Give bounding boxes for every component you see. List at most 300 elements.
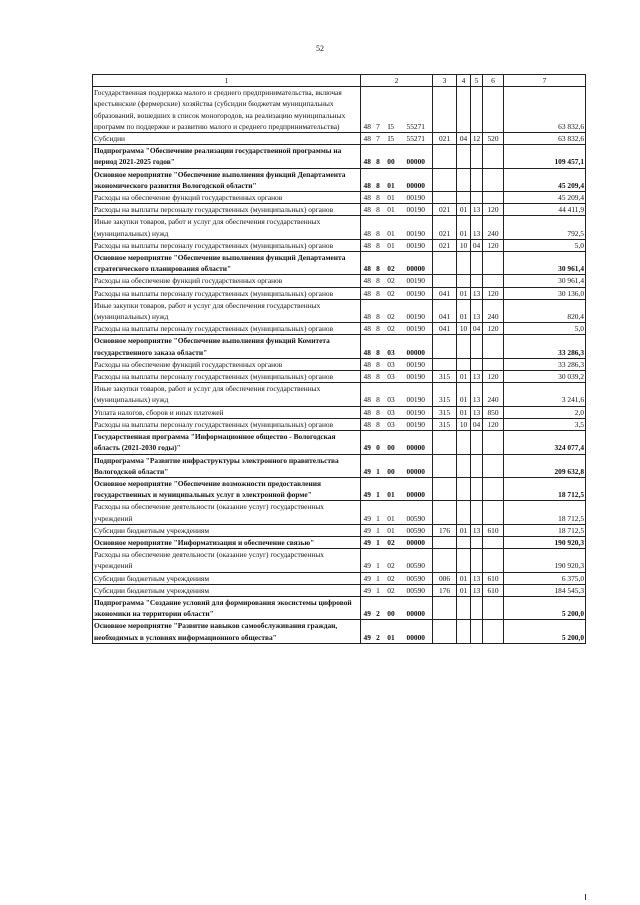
- subprogram-code-cell: 8: [374, 192, 383, 204]
- header-cell: 1: [93, 75, 361, 87]
- section-code-cell: [457, 536, 471, 548]
- row-name-cell: Уплата налогов, сборов и иных платежей: [93, 406, 361, 418]
- direction-code-cell: 00000: [400, 168, 433, 191]
- department-code-cell: [433, 252, 457, 275]
- row-name-cell: Расходы на выплаты персоналу государственных (муниципальных) органов: [93, 204, 361, 216]
- program-code-cell: 48: [361, 239, 374, 251]
- row-name-cell: Расходы на обеспечение функций государственных органов: [93, 275, 361, 287]
- section-code-cell: [457, 145, 471, 168]
- expense-type-cell: 520: [483, 133, 504, 145]
- event-code-cell: 02: [383, 252, 400, 275]
- program-code-cell: 48: [361, 87, 374, 133]
- table-row: [93, 239, 586, 251]
- subsection-code-cell: [471, 358, 483, 370]
- department-code-cell: 021: [433, 216, 457, 239]
- program-code-cell: 49: [361, 572, 374, 584]
- department-code-cell: 176: [433, 584, 457, 596]
- section-code-cell: [457, 192, 471, 204]
- subsection-code-cell: [471, 252, 483, 275]
- subsection-code-cell: [471, 501, 483, 524]
- subsection-code-cell: 13: [471, 299, 483, 322]
- amount-cell: 63 832,6: [504, 133, 586, 145]
- program-code-cell: 49: [361, 620, 374, 643]
- row-name-cell: Подпрограмма "Создание условий для формирования экосистемы цифровой экономики на территории области": [93, 596, 361, 619]
- subprogram-code-cell: 1: [374, 477, 383, 500]
- table-row: [93, 204, 586, 216]
- expense-type-cell: 240: [483, 383, 504, 406]
- event-code-cell: 01: [383, 239, 400, 251]
- department-code-cell: 315: [433, 371, 457, 383]
- subprogram-code-cell: 8: [374, 299, 383, 322]
- event-code-cell: 02: [383, 275, 400, 287]
- subsection-code-cell: 13: [471, 287, 483, 299]
- subsection-code-cell: 04: [471, 418, 483, 430]
- amount-cell: 820,4: [504, 299, 586, 322]
- subsection-code-cell: 13: [471, 572, 483, 584]
- subsection-code-cell: [471, 431, 483, 454]
- section-code-cell: 01: [457, 216, 471, 239]
- row-name-cell: Основное мероприятие "Развитие навыков самообслуживания граждан, необходимых в условиях информационного общества": [93, 620, 361, 643]
- expense-type-cell: 610: [483, 572, 504, 584]
- event-code-cell: 01: [383, 620, 400, 643]
- program-code-cell: 48: [361, 216, 374, 239]
- program-code-cell: 48: [361, 252, 374, 275]
- department-code-cell: [433, 192, 457, 204]
- table-row: [93, 275, 586, 287]
- subprogram-code-cell: 1: [374, 524, 383, 536]
- department-code-cell: [433, 620, 457, 643]
- subprogram-code-cell: 8: [374, 239, 383, 251]
- event-code-cell: 03: [383, 383, 400, 406]
- direction-code-cell: 00000: [400, 596, 433, 619]
- table-row: [93, 335, 586, 358]
- amount-cell: 30 961,4: [504, 252, 586, 275]
- department-code-cell: [433, 275, 457, 287]
- amount-cell: 18 712,5: [504, 477, 586, 500]
- table-row: [93, 168, 586, 191]
- amount-cell: 5,0: [504, 239, 586, 251]
- table-row: [93, 549, 586, 572]
- amount-cell: 209 632,8: [504, 454, 586, 477]
- expense-type-cell: [483, 431, 504, 454]
- table-row: [93, 87, 586, 133]
- direction-code-cell: 00190: [400, 216, 433, 239]
- table-row: [93, 145, 586, 168]
- direction-code-cell: 00190: [400, 383, 433, 406]
- event-code-cell: 03: [383, 418, 400, 430]
- program-code-cell: 49: [361, 501, 374, 524]
- event-code-cell: 02: [383, 323, 400, 335]
- section-code-cell: 01: [457, 287, 471, 299]
- header-cell: 2: [361, 75, 433, 87]
- direction-code-cell: 00190: [400, 239, 433, 251]
- program-code-cell: 48: [361, 145, 374, 168]
- subprogram-code-cell: 8: [374, 418, 383, 430]
- row-name-cell: Основное мероприятие "Обеспечение выполнения функций Департамента экономического развития Вологодской области": [93, 168, 361, 191]
- department-code-cell: [433, 454, 457, 477]
- section-code-cell: 01: [457, 406, 471, 418]
- subprogram-code-cell: 8: [374, 358, 383, 370]
- expense-type-cell: [483, 192, 504, 204]
- subprogram-code-cell: 8: [374, 371, 383, 383]
- subprogram-code-cell: 8: [374, 216, 383, 239]
- expense-type-cell: [483, 335, 504, 358]
- amount-cell: 63 832,6: [504, 87, 586, 133]
- program-code-cell: 49: [361, 454, 374, 477]
- table-row: [93, 299, 586, 322]
- expense-type-cell: 120: [483, 287, 504, 299]
- table-row: [93, 536, 586, 548]
- row-name-cell: Иные закупки товаров, работ и услуг для обеспечения государственных (муниципальных) нужд: [93, 383, 361, 406]
- department-code-cell: 315: [433, 406, 457, 418]
- amount-cell: 18 712,5: [504, 501, 586, 524]
- program-code-cell: 48: [361, 275, 374, 287]
- department-code-cell: [433, 87, 457, 133]
- department-code-cell: [433, 536, 457, 548]
- expense-type-cell: [483, 536, 504, 548]
- expense-type-cell: 120: [483, 239, 504, 251]
- row-name-cell: Подпрограмма "Развитие инфраструктуры электронного правительства Вологодской области": [93, 454, 361, 477]
- subsection-code-cell: 13: [471, 406, 483, 418]
- subsection-code-cell: [471, 596, 483, 619]
- row-name-cell: Расходы на обеспечение деятельности (оказание услуг) государственных учреждений: [93, 549, 361, 572]
- subsection-code-cell: [471, 454, 483, 477]
- event-code-cell: 02: [383, 584, 400, 596]
- program-code-cell: 49: [361, 524, 374, 536]
- expense-type-cell: [483, 501, 504, 524]
- subprogram-code-cell: 8: [374, 406, 383, 418]
- subsection-code-cell: [471, 275, 483, 287]
- amount-cell: 30 961,4: [504, 275, 586, 287]
- event-code-cell: 01: [383, 477, 400, 500]
- direction-code-cell: 00190: [400, 299, 433, 322]
- department-code-cell: [433, 596, 457, 619]
- header-cell: 5: [471, 75, 483, 87]
- event-code-cell: 03: [383, 358, 400, 370]
- row-name-cell: Расходы на выплаты персоналу государственных (муниципальных) органов: [93, 287, 361, 299]
- subsection-code-cell: [471, 87, 483, 133]
- event-code-cell: I5: [383, 133, 400, 145]
- expense-type-cell: [483, 549, 504, 572]
- subprogram-code-cell: 1: [374, 536, 383, 548]
- subsection-code-cell: 13: [471, 383, 483, 406]
- expense-type-cell: [483, 252, 504, 275]
- event-code-cell: 01: [383, 501, 400, 524]
- row-name-cell: Основное мероприятие "Обеспечение выполнения функций Комитета государственного заказа области": [93, 335, 361, 358]
- direction-code-cell: 00590: [400, 524, 433, 536]
- table-row: [93, 584, 586, 596]
- event-code-cell: 02: [383, 299, 400, 322]
- table-row: [93, 501, 586, 524]
- row-name-cell: Государственная программа "Информационное общество - Вологодская область (2021-2030 годы)": [93, 431, 361, 454]
- direction-code-cell: 00190: [400, 275, 433, 287]
- section-code-cell: [457, 454, 471, 477]
- amount-cell: 5 200,0: [504, 596, 586, 619]
- subsection-code-cell: 04: [471, 239, 483, 251]
- department-code-cell: 315: [433, 418, 457, 430]
- event-code-cell: 01: [383, 524, 400, 536]
- amount-cell: 190 920,3: [504, 536, 586, 548]
- expense-type-cell: 120: [483, 371, 504, 383]
- program-code-cell: 49: [361, 431, 374, 454]
- program-code-cell: 49: [361, 596, 374, 619]
- department-code-cell: [433, 477, 457, 500]
- subsection-code-cell: [471, 145, 483, 168]
- amount-cell: 324 077,4: [504, 431, 586, 454]
- program-code-cell: 49: [361, 477, 374, 500]
- section-code-cell: [457, 501, 471, 524]
- subsection-code-cell: 13: [471, 524, 483, 536]
- event-code-cell: 02: [383, 572, 400, 584]
- row-name-cell: Иные закупки товаров, работ и услуг для обеспечения государственных (муниципальных) нужд: [93, 216, 361, 239]
- table-row: [93, 477, 586, 500]
- department-code-cell: [433, 431, 457, 454]
- direction-code-cell: 00000: [400, 145, 433, 168]
- subprogram-code-cell: 8: [374, 275, 383, 287]
- section-code-cell: 01: [457, 383, 471, 406]
- event-code-cell: 00: [383, 454, 400, 477]
- direction-code-cell: 00590: [400, 549, 433, 572]
- subsection-code-cell: 13: [471, 204, 483, 216]
- subprogram-code-cell: 1: [374, 454, 383, 477]
- section-code-cell: [457, 620, 471, 643]
- direction-code-cell: 00000: [400, 620, 433, 643]
- expense-type-cell: [483, 87, 504, 133]
- subsection-code-cell: 04: [471, 323, 483, 335]
- program-code-cell: 48: [361, 168, 374, 191]
- subprogram-code-cell: 8: [374, 335, 383, 358]
- table-row: [93, 454, 586, 477]
- expense-type-cell: 240: [483, 216, 504, 239]
- direction-code-cell: 00000: [400, 477, 433, 500]
- expense-type-cell: [483, 596, 504, 619]
- table-row: [93, 192, 586, 204]
- table-row: [93, 596, 586, 619]
- expense-type-cell: 120: [483, 418, 504, 430]
- section-code-cell: 01: [457, 204, 471, 216]
- section-code-cell: 04: [457, 133, 471, 145]
- row-name-cell: Расходы на выплаты персоналу государственных (муниципальных) органов: [93, 371, 361, 383]
- subsection-code-cell: 13: [471, 216, 483, 239]
- program-code-cell: 49: [361, 584, 374, 596]
- page-number: 52: [316, 44, 324, 53]
- expense-type-cell: 120: [483, 323, 504, 335]
- event-code-cell: 02: [383, 536, 400, 548]
- amount-cell: 5,0: [504, 323, 586, 335]
- table-row: [93, 406, 586, 418]
- amount-cell: 2,0: [504, 406, 586, 418]
- event-code-cell: 00: [383, 431, 400, 454]
- table-row: [93, 524, 586, 536]
- direction-code-cell: 00000: [400, 335, 433, 358]
- department-code-cell: [433, 168, 457, 191]
- subprogram-code-cell: 8: [374, 287, 383, 299]
- subsection-code-cell: 12: [471, 133, 483, 145]
- table-row: [93, 358, 586, 370]
- direction-code-cell: 00590: [400, 501, 433, 524]
- subprogram-code-cell: 1: [374, 549, 383, 572]
- amount-cell: 30 136,0: [504, 287, 586, 299]
- amount-cell: 45 209,4: [504, 192, 586, 204]
- department-code-cell: [433, 145, 457, 168]
- department-code-cell: 041: [433, 287, 457, 299]
- subprogram-code-cell: 2: [374, 620, 383, 643]
- subprogram-code-cell: 8: [374, 204, 383, 216]
- program-code-cell: 48: [361, 335, 374, 358]
- row-name-cell: Расходы на обеспечение функций государственных органов: [93, 358, 361, 370]
- row-name-cell: Подпрограмма "Обеспечение реализации государственной программы на период 2021-2025 годов": [93, 145, 361, 168]
- section-code-cell: [457, 358, 471, 370]
- department-code-cell: 041: [433, 323, 457, 335]
- direction-code-cell: 00190: [400, 204, 433, 216]
- direction-code-cell: 55271: [400, 133, 433, 145]
- header-cell: 7: [504, 75, 586, 87]
- direction-code-cell: 00190: [400, 371, 433, 383]
- subprogram-code-cell: 8: [374, 323, 383, 335]
- direction-code-cell: 00590: [400, 584, 433, 596]
- section-code-cell: 10: [457, 418, 471, 430]
- direction-code-cell: 00190: [400, 358, 433, 370]
- scan-edge-mark: [585, 894, 586, 900]
- section-code-cell: [457, 596, 471, 619]
- event-code-cell: I5: [383, 87, 400, 133]
- department-code-cell: 021: [433, 239, 457, 251]
- amount-cell: 3,5: [504, 418, 586, 430]
- direction-code-cell: 00000: [400, 536, 433, 548]
- amount-cell: 5 200,0: [504, 620, 586, 643]
- event-code-cell: 01: [383, 168, 400, 191]
- table-row: [93, 572, 586, 584]
- row-name-cell: Основное мероприятие "Обеспечение возможности предоставления государственных и муниципальных услуг в электронной форме": [93, 477, 361, 500]
- subprogram-code-cell: 7: [374, 87, 383, 133]
- subprogram-code-cell: 8: [374, 252, 383, 275]
- program-code-cell: 48: [361, 371, 374, 383]
- event-code-cell: 03: [383, 335, 400, 358]
- program-code-cell: 48: [361, 418, 374, 430]
- table-row: [93, 371, 586, 383]
- section-code-cell: 01: [457, 371, 471, 383]
- event-code-cell: 03: [383, 371, 400, 383]
- amount-cell: 6 375,0: [504, 572, 586, 584]
- department-code-cell: 006: [433, 572, 457, 584]
- table-row: [93, 133, 586, 145]
- row-name-cell: Расходы на обеспечение функций государственных органов: [93, 192, 361, 204]
- event-code-cell: 02: [383, 287, 400, 299]
- section-code-cell: [457, 168, 471, 191]
- header-cell: 3: [433, 75, 457, 87]
- row-name-cell: Расходы на обеспечение деятельности (оказание услуг) государственных учреждений: [93, 501, 361, 524]
- amount-cell: 45 209,4: [504, 168, 586, 191]
- row-name-cell: Иные закупки товаров, работ и услуг для обеспечения государственных (муниципальных) нужд: [93, 299, 361, 322]
- expense-type-cell: [483, 145, 504, 168]
- header-cell: 6: [483, 75, 504, 87]
- section-code-cell: [457, 87, 471, 133]
- subprogram-code-cell: 1: [374, 501, 383, 524]
- department-code-cell: [433, 335, 457, 358]
- department-code-cell: [433, 358, 457, 370]
- subprogram-code-cell: 0: [374, 431, 383, 454]
- direction-code-cell: 00190: [400, 287, 433, 299]
- program-code-cell: 48: [361, 383, 374, 406]
- program-code-cell: 49: [361, 536, 374, 548]
- row-name-cell: Государственная поддержка малого и среднего предпринимательства, включая крестьянские (фермерские) хозяйства (субсидии бюджетам муниципальных образований, вошедших в список моногородов, на реализацию муниципальных программ по поддержке и развитию малого и среднего предпринимательства): [93, 87, 361, 133]
- department-code-cell: 315: [433, 383, 457, 406]
- program-code-cell: 48: [361, 204, 374, 216]
- amount-cell: 33 286,3: [504, 335, 586, 358]
- event-code-cell: 03: [383, 406, 400, 418]
- amount-cell: 184 545,3: [504, 584, 586, 596]
- expense-type-cell: 120: [483, 204, 504, 216]
- amount-cell: 190 920,3: [504, 549, 586, 572]
- program-code-cell: 48: [361, 133, 374, 145]
- expense-type-cell: [483, 620, 504, 643]
- row-name-cell: Расходы на выплаты персоналу государственных (муниципальных) органов: [93, 418, 361, 430]
- department-code-cell: 041: [433, 299, 457, 322]
- row-name-cell: Основное мероприятие "Обеспечение выполнения функций Департамента стратегического планирования области": [93, 252, 361, 275]
- subsection-code-cell: [471, 168, 483, 191]
- subsection-code-cell: [471, 549, 483, 572]
- event-code-cell: 01: [383, 192, 400, 204]
- table-row: [93, 252, 586, 275]
- subsection-code-cell: 13: [471, 584, 483, 596]
- program-code-cell: 48: [361, 406, 374, 418]
- row-name-cell: Основное мероприятие "Информатизация и обеспечение связью": [93, 536, 361, 548]
- amount-cell: 3 241,6: [504, 383, 586, 406]
- section-code-cell: [457, 549, 471, 572]
- budget-table: [92, 74, 586, 644]
- direction-code-cell: 00590: [400, 572, 433, 584]
- expense-type-cell: 610: [483, 584, 504, 596]
- row-name-cell: Расходы на выплаты персоналу государственных (муниципальных) органов: [93, 239, 361, 251]
- expense-type-cell: 850: [483, 406, 504, 418]
- expense-type-cell: [483, 275, 504, 287]
- subprogram-code-cell: 8: [374, 168, 383, 191]
- direction-code-cell: 00190: [400, 323, 433, 335]
- table-header-row: [93, 75, 586, 87]
- expense-type-cell: [483, 168, 504, 191]
- amount-cell: 792,5: [504, 216, 586, 239]
- section-code-cell: [457, 335, 471, 358]
- department-code-cell: 176: [433, 524, 457, 536]
- table-row: [93, 383, 586, 406]
- department-code-cell: [433, 549, 457, 572]
- expense-type-cell: 610: [483, 524, 504, 536]
- direction-code-cell: 00000: [400, 431, 433, 454]
- row-name-cell: Субсидии: [93, 133, 361, 145]
- department-code-cell: 021: [433, 204, 457, 216]
- subsection-code-cell: [471, 192, 483, 204]
- section-code-cell: 01: [457, 524, 471, 536]
- table-row: [93, 431, 586, 454]
- subprogram-code-cell: 1: [374, 572, 383, 584]
- direction-code-cell: 55271: [400, 87, 433, 133]
- subprogram-code-cell: 8: [374, 383, 383, 406]
- amount-cell: 33 286,3: [504, 358, 586, 370]
- amount-cell: 18 712,5: [504, 524, 586, 536]
- subsection-code-cell: 13: [471, 371, 483, 383]
- event-code-cell: 01: [383, 216, 400, 239]
- event-code-cell: 00: [383, 145, 400, 168]
- direction-code-cell: 00190: [400, 192, 433, 204]
- section-code-cell: [457, 477, 471, 500]
- section-code-cell: 01: [457, 584, 471, 596]
- expense-type-cell: 240: [483, 299, 504, 322]
- row-name-cell: Субсидии бюджетным учреждениям: [93, 572, 361, 584]
- row-name-cell: Субсидии бюджетным учреждениям: [93, 524, 361, 536]
- amount-cell: 44 411,9: [504, 204, 586, 216]
- subprogram-code-cell: 2: [374, 596, 383, 619]
- department-code-cell: [433, 501, 457, 524]
